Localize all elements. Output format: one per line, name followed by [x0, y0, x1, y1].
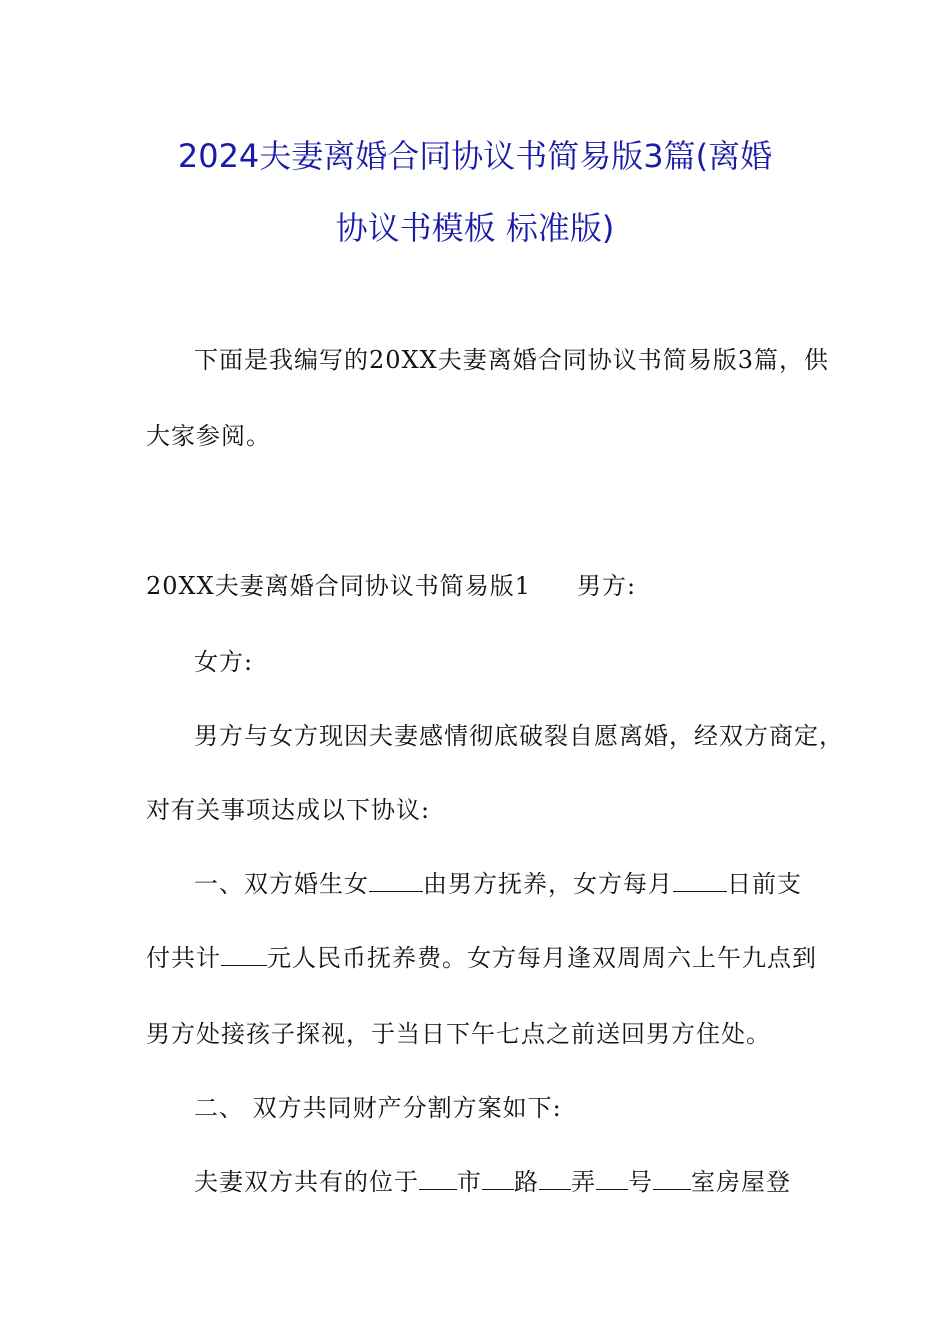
blank-underline	[653, 1167, 691, 1190]
clause-2-text-d: 弄	[571, 1168, 596, 1196]
intro-line-2: 大家参阅。	[146, 422, 271, 450]
male-label: 男方:	[576, 572, 637, 600]
clause-2-text-c: 路	[514, 1168, 539, 1196]
clause-1-line-2	[146, 942, 817, 974]
blank-underline	[539, 1167, 571, 1190]
clause-1-text-b: 由男方抚养，女方每月	[423, 870, 673, 898]
clause-2-text-f: 室房屋登	[691, 1168, 791, 1196]
blank-underline	[596, 1167, 628, 1190]
female-label: 女方:	[194, 648, 254, 676]
clause-2-text-a: 夫妻双方共有的位于	[194, 1168, 419, 1196]
clause-2-text-e: 号	[628, 1168, 653, 1196]
clause-1-line-1	[194, 868, 802, 900]
document-title-line-1: 2024夫妻离婚合同协议书简易版3篇(离婚	[177, 137, 773, 175]
section-heading-row	[146, 570, 636, 602]
paragraph-1-line-2: 对有关事项达成以下协议:	[146, 796, 431, 824]
clause-2-heading: 二、 双方共同财产分割方案如下:	[194, 1094, 562, 1122]
blank-underline	[221, 943, 267, 966]
clause-2-text-b: 市	[457, 1168, 482, 1196]
blank-underline	[419, 1167, 457, 1190]
blank-underline	[369, 869, 423, 892]
blank-underline	[673, 869, 727, 892]
clause-1-text-e: 元人民币抚养费。女方每月逢双周周六上午九点到	[267, 944, 817, 972]
clause-1-text-a: 一、双方婚生女	[194, 870, 369, 898]
section-heading: 20XX夫妻离婚合同协议书简易版1	[146, 572, 531, 600]
clause-2-line-1	[194, 1166, 791, 1198]
intro-line-1: 下面是我编写的20XX夫妻离婚合同协议书简易版3篇，供	[194, 346, 829, 374]
clause-1-line-3: 男方处接孩子探视，于当日下午七点之前送回男方住处。	[146, 1020, 771, 1048]
clause-1-text-d: 付共计	[146, 944, 221, 972]
blank-underline	[482, 1167, 514, 1190]
clause-1-text-c: 日前支	[727, 870, 802, 898]
paragraph-1-line-1: 男方与女方现因夫妻感情彻底破裂自愿离婚，经双方商定，	[194, 722, 844, 750]
document-title-line-2: 协议书模板 标准版)	[335, 209, 615, 247]
